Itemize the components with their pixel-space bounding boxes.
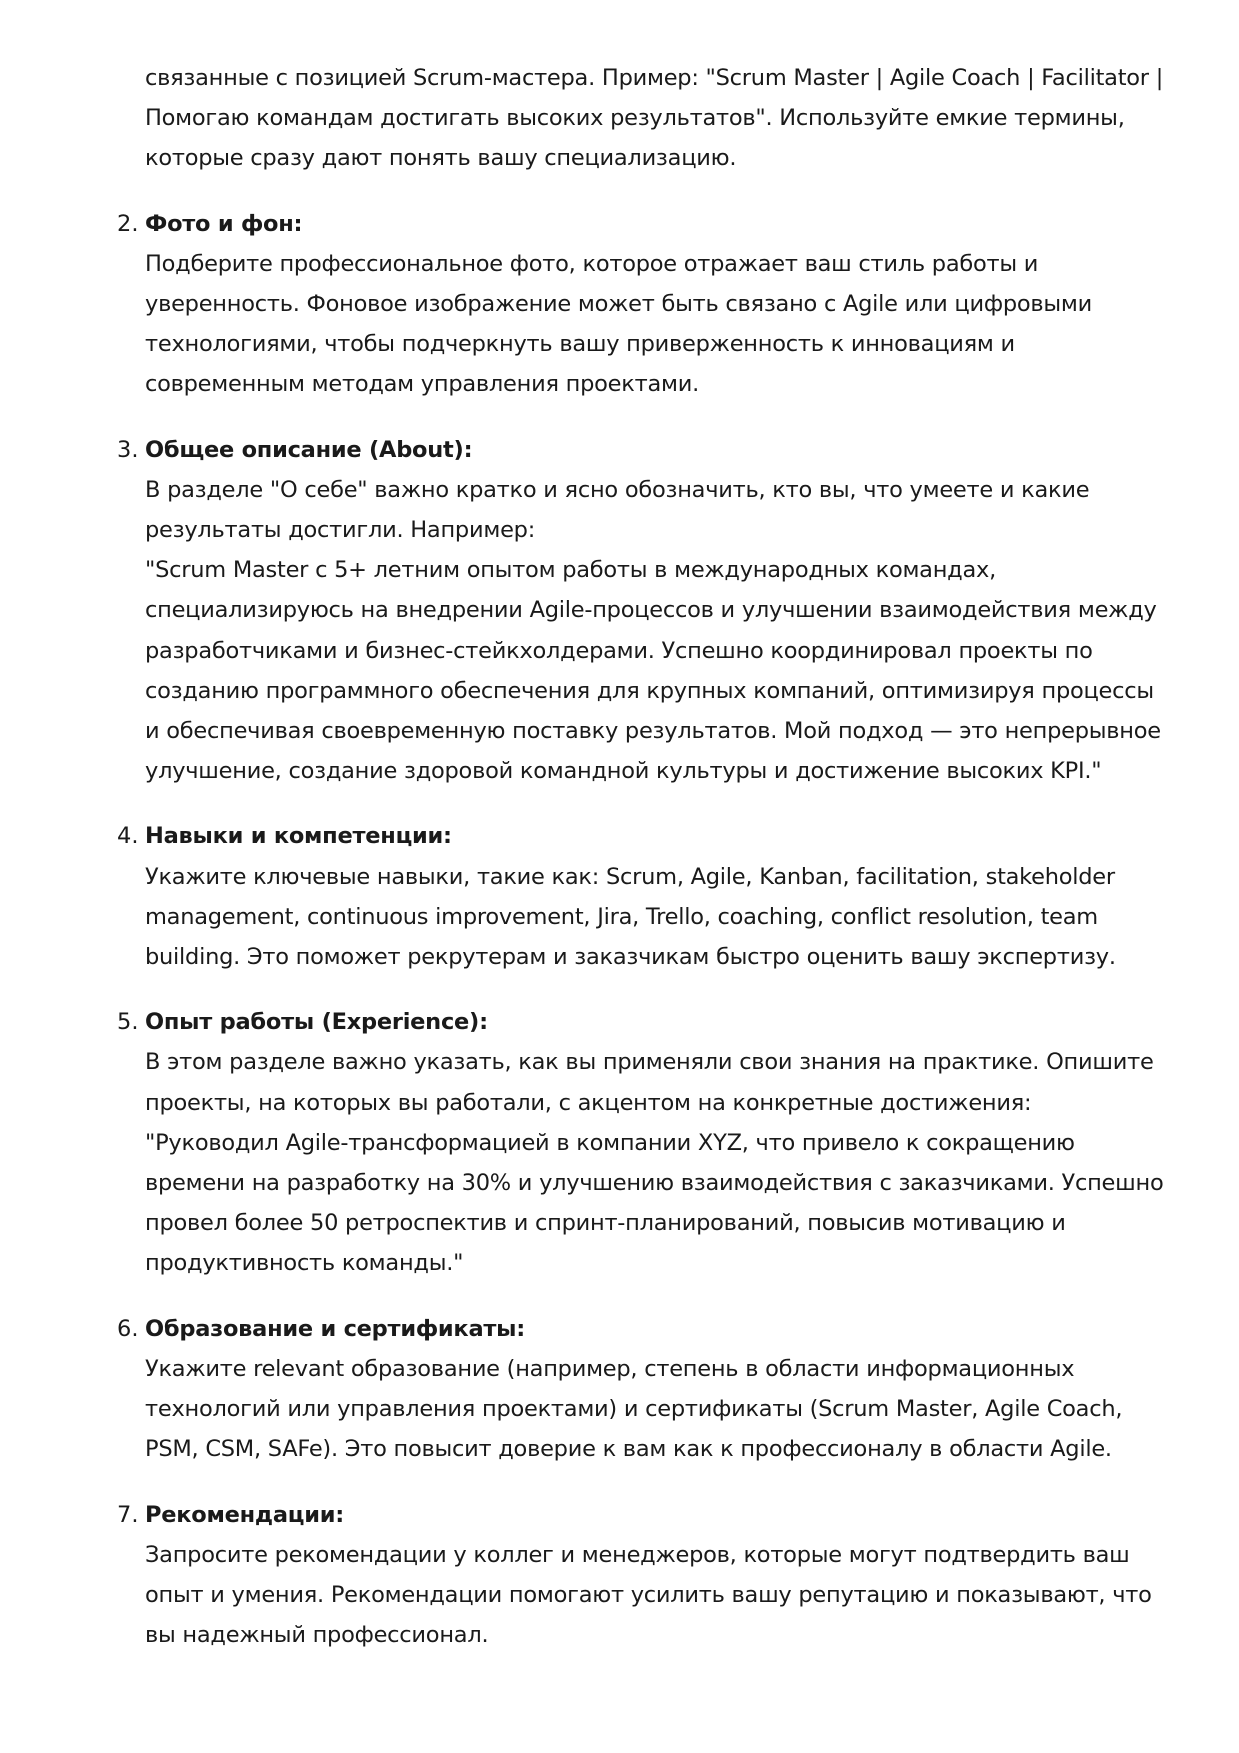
intro-line: Помогаю командам достигать высоких результатов". Используйте емкие термины, [145,105,1125,132]
list-item-skills [117,816,1165,977]
item-line: "Руководил Agile-трансформацией в компании XYZ, что привело к сокращению [145,1129,1075,1156]
list-number: 3. [117,436,139,463]
item-line: уверенность. Фоновое изображение может быть связано с Agile или цифровыми [145,291,1093,318]
item-line: продуктивность команды." [145,1250,464,1277]
item-line: Укажите relevant образование (например, степень в области информационных [145,1355,1075,1382]
list-number: 6. [117,1315,139,1342]
list-item-about [117,430,1165,792]
item-heading: Общее описание (About): [145,436,473,463]
list-item-experience [117,1002,1165,1283]
item-line: Подберите профессиональное фото, которое отражает ваш стиль работы и [145,250,1039,277]
intro-line: связанные с позицией Scrum-мастера. Пример: "Scrum Master | Agile Coach | Facilitator | [145,65,1164,91]
item-line: проекты, на которых вы работали, с акцентом на конкретные достижения: [145,1089,1032,1116]
list-number: 7. [117,1501,139,1528]
item-line: building. Это поможет рекрутерам и заказчикам быстро оценить вашу экспертизу. [145,944,1116,971]
item-line: и обеспечивая своевременную поставку результатов. Мой подход — это непрерывное [145,718,1161,745]
item-line: опыт и умения. Рекомендации помогают усилить вашу репутацию и показывают, что [145,1581,1152,1608]
item-heading: Опыт работы (Experience): [145,1009,488,1036]
item-heading: Навыки и компетенции: [145,823,452,850]
intro-paragraph [145,58,1165,179]
list-item-education [117,1309,1165,1470]
list-item-photo [117,204,1165,405]
list-number: 5. [117,1009,139,1036]
list-number: 2. [117,210,139,237]
item-heading: Образование и сертификаты: [145,1315,526,1342]
item-line: Укажите ключевые навыки, такие как: Scrum, Agile, Kanban, facilitation, stakeholder [145,863,1115,890]
item-line: вы надежный профессионал. [145,1622,489,1649]
item-heading: Фото и фон: [145,210,303,237]
item-line: "Scrum Master с 5+ летним опытом работы в международных командах, [145,557,996,584]
item-line: провел более 50 ретроспектив и спринт-планирований, повысив мотивацию и [145,1210,1066,1237]
item-line: В этом разделе важно указать, как вы применяли свои знания на практике. Опишите [145,1049,1154,1076]
item-line: улучшение, создание здоровой командной культуры и достижение высоких KPI." [145,758,1102,785]
document-page [117,58,1165,1655]
item-line: технологий или управления проектами) и сертификаты (Scrum Master, Agile Coach, [145,1396,1123,1423]
item-line: времени на разработку на 30% и улучшению взаимодействия с заказчиками. Успешно [145,1170,1164,1197]
item-line: созданию программного обеспечения для крупных компаний, оптимизируя процессы [145,677,1154,704]
item-line: PSM, CSM, SAFe). Это повысит доверие к вам как к профессионалу в области Agile. [145,1436,1112,1463]
item-line: результаты достигли. Например: [145,517,536,544]
intro-line: которые сразу дают понять вашу специализацию. [145,145,737,172]
item-line: Запросите рекомендации у коллег и менеджеров, которые могут подтвердить ваш [145,1541,1130,1568]
item-line: management, continuous improvement, Jira, Trello, coaching, conflict resolution, team [145,903,1098,930]
item-line: разработчиками и бизнес-стейкхолдерами. Успешно координировал проекты по [145,637,1093,664]
list-number: 4. [117,823,139,850]
item-line: специализируюсь на внедрении Agile-процессов и улучшении взаимодействия между [145,597,1157,624]
item-line: В разделе "О себе" важно кратко и ясно обозначить, кто вы, что умеете и какие [145,476,1090,503]
list-item-recommendations [117,1495,1165,1656]
item-heading: Рекомендации: [145,1501,344,1528]
item-line: технологиями, чтобы подчеркнуть вашу приверженность к инновациям и [145,331,1015,358]
item-line: современным методам управления проектами. [145,371,699,398]
